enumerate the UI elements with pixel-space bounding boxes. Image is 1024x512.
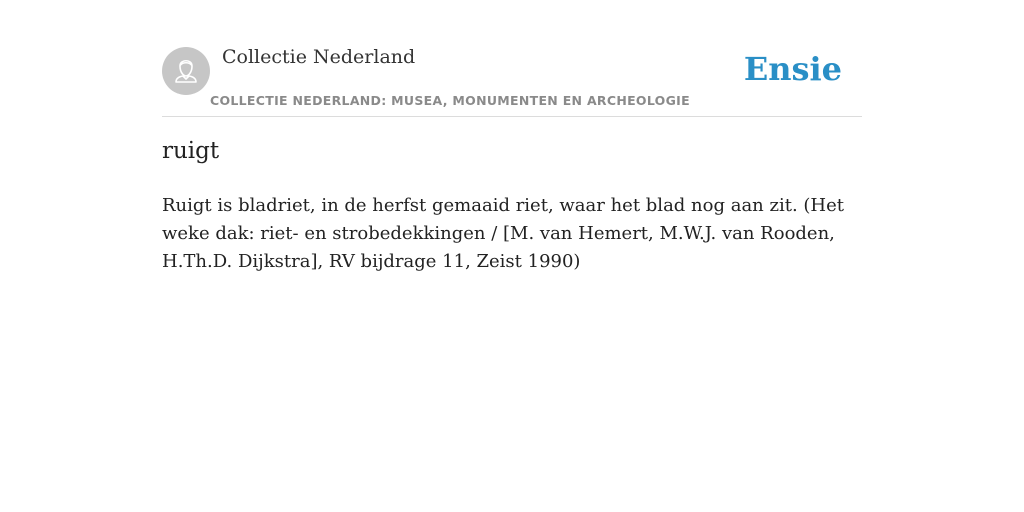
author-name-link[interactable]: Collectie Nederland [222, 46, 416, 68]
entry-definition: Ruigt is bladriet, in de herfst gemaaid riet, waar het blad nog aan zit. (Het weke dak: riet- en strobedekkingen / [M. van Hemert, M.W.J. van Rooden, H.Th.D. Dijkstra], RV bijdrage 11, Zeist 1990) [162, 195, 845, 272]
collection-label-link[interactable]: COLLECTIE NEDERLAND: MUSEA, MONUMENTEN EN ARCHEOLOGIE [210, 93, 690, 108]
header [162, 44, 862, 117]
user-avatar-icon [162, 47, 210, 95]
brand-logo-link[interactable]: Ensie [743, 50, 842, 88]
entry-term: ruigt [162, 138, 220, 164]
avatar[interactable] [162, 47, 210, 95]
